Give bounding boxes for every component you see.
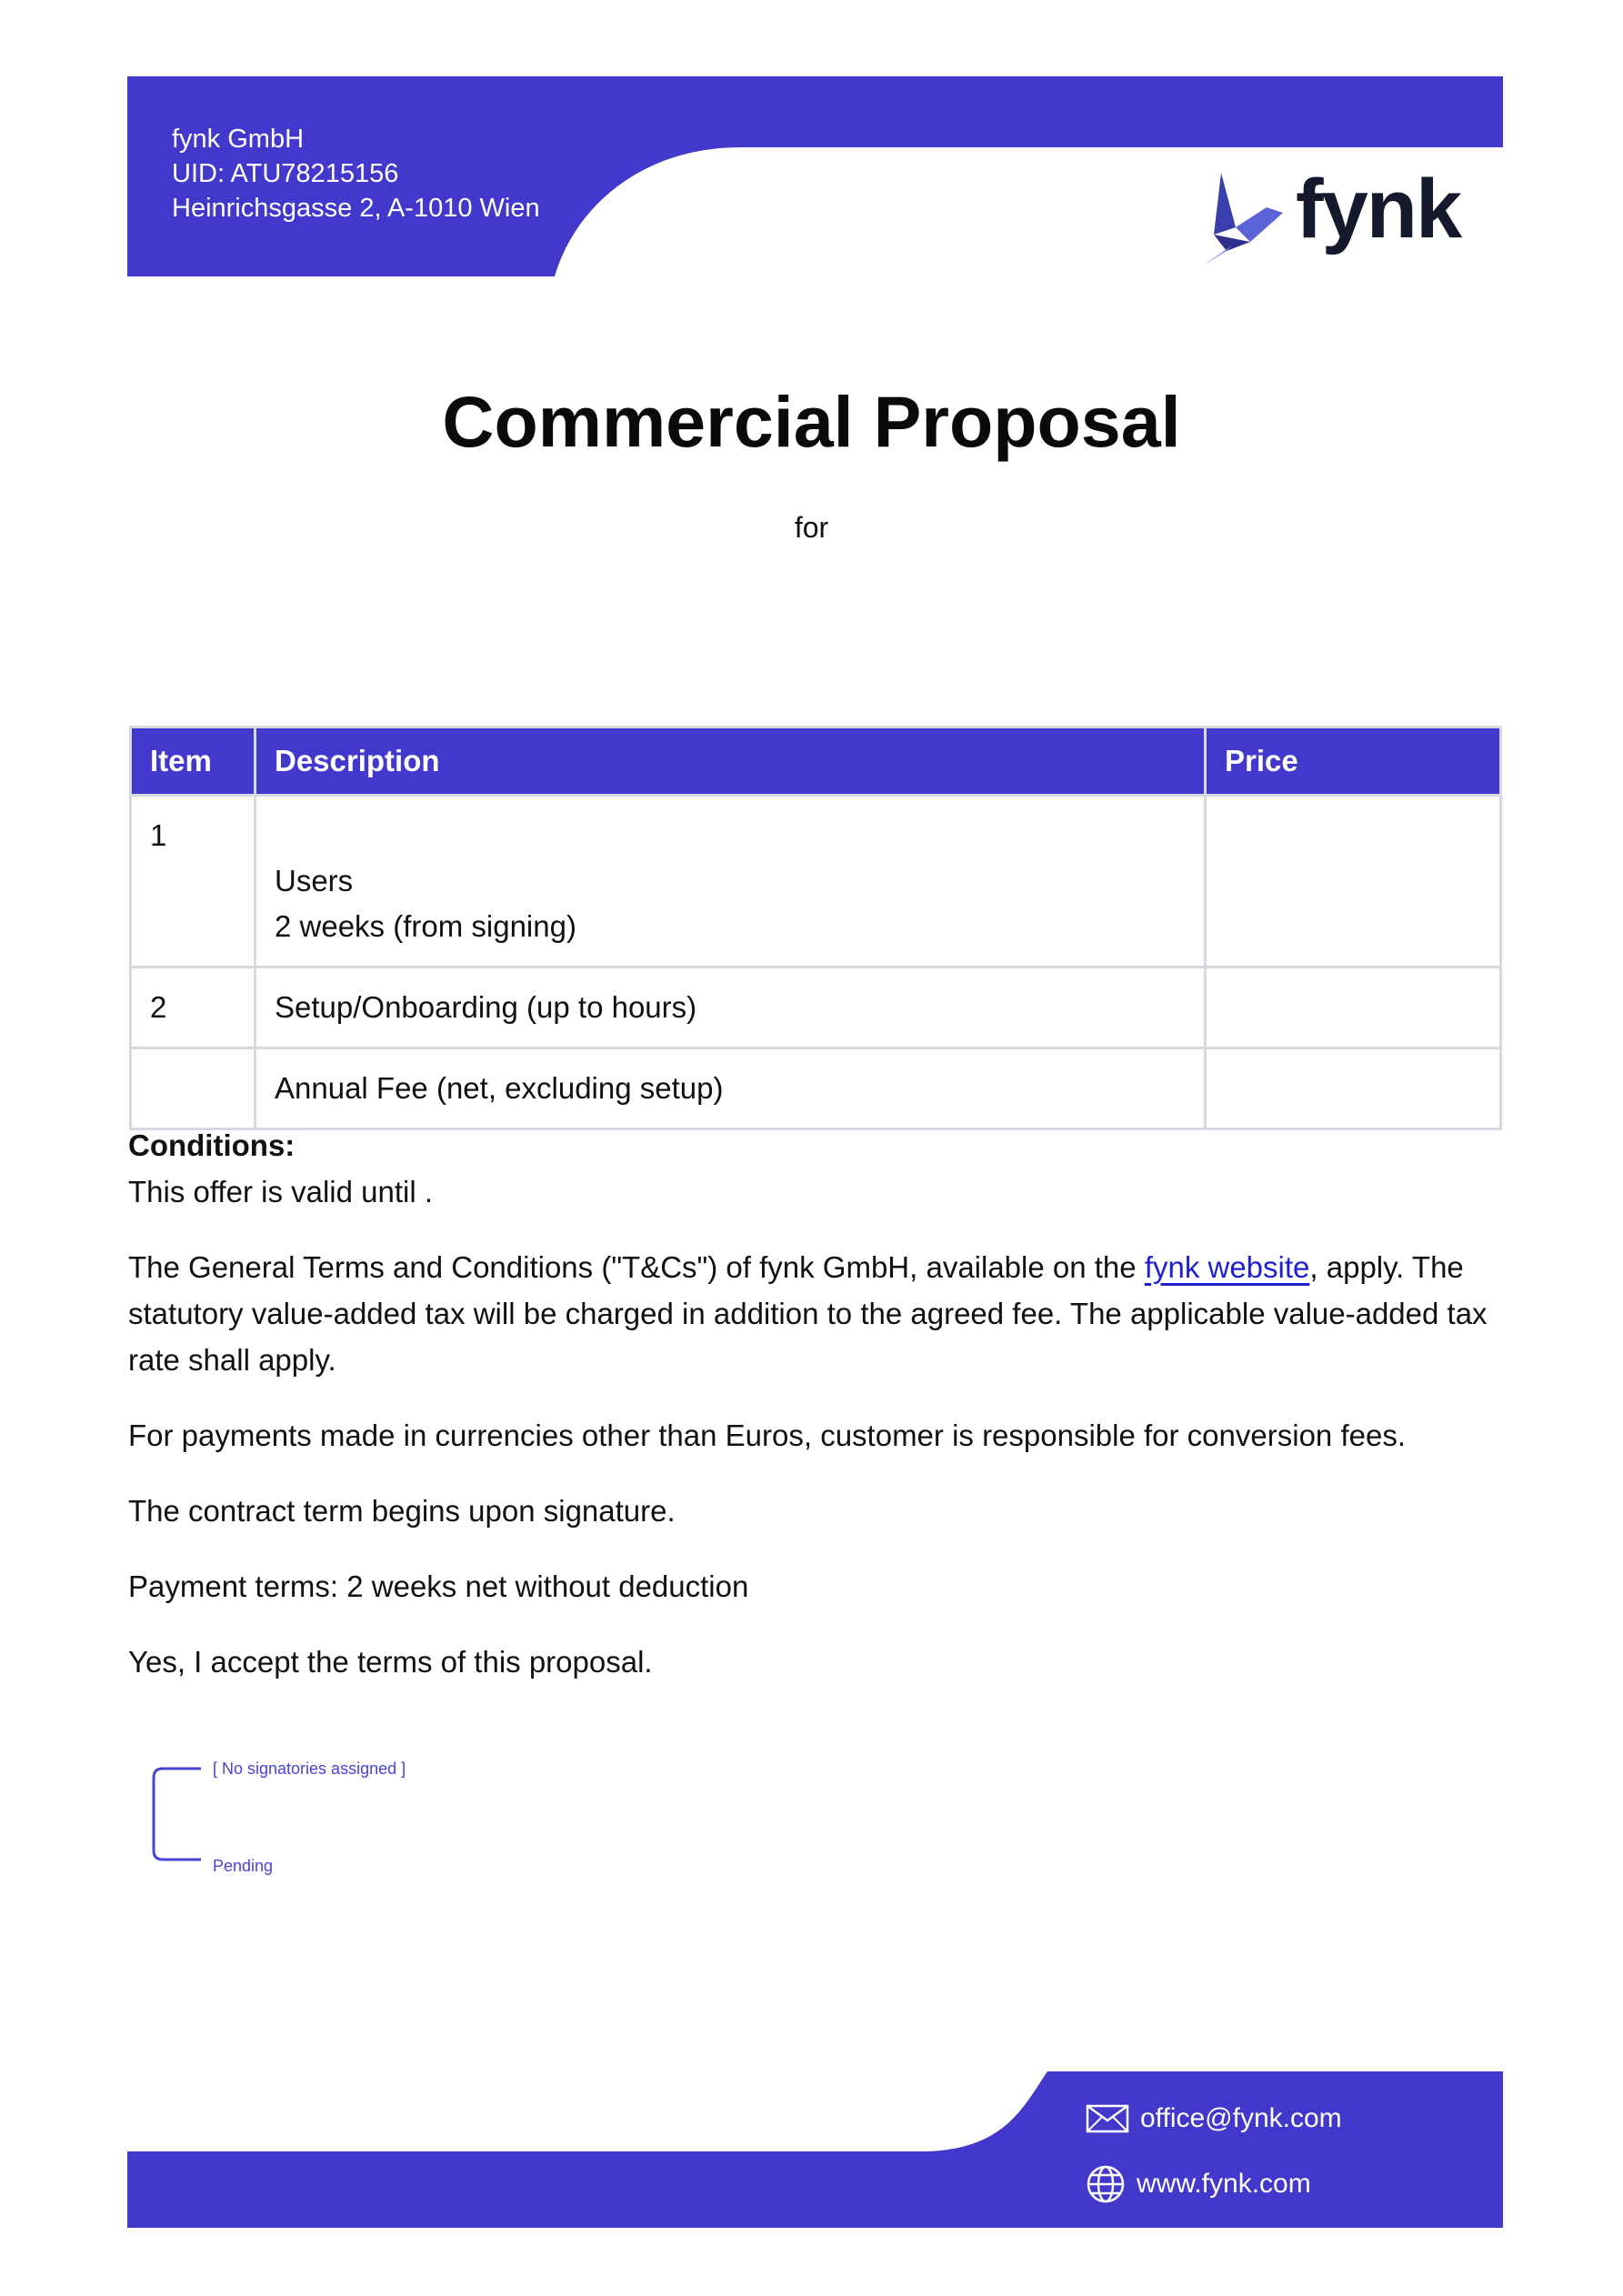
cell-description: Annual Fee (net, excluding setup) <box>255 1048 1206 1129</box>
footer-email-text: office@fynk.com <box>1140 2103 1342 2133</box>
payment-paragraph: Payment terms: 2 weeks net without deduction <box>128 1569 749 1603</box>
table-row <box>131 796 1501 968</box>
signatories-label: [ No signatories assigned ] <box>213 1760 406 1778</box>
fynk-bird-icon <box>1196 171 1296 271</box>
cell-price <box>1206 968 1501 1048</box>
cell-item <box>131 1048 255 1129</box>
company-info <box>172 122 540 226</box>
description-line <box>275 813 1186 858</box>
footer-website-text: www.fynk.com <box>1137 2169 1311 2199</box>
header-price: Price <box>1206 727 1501 796</box>
signature-status: Pending <box>213 1857 274 1875</box>
conditions-heading: Conditions: <box>128 1128 296 1162</box>
company-address: Heinrichsgasse 2, A-1010 Wien <box>172 194 540 223</box>
cell-item: 2 <box>131 968 255 1048</box>
cell-item: 1 <box>131 796 255 968</box>
logo-wordmark: fynk <box>1296 163 1461 256</box>
footer-website[interactable] <box>1086 2164 1311 2204</box>
term-paragraph: The contract term begins upon signature. <box>128 1494 676 1528</box>
table-header-row <box>131 727 1501 796</box>
signature-block[interactable] <box>150 1760 514 1875</box>
footer-banner <box>127 2071 1503 2228</box>
description-line: 2 weeks (from signing) <box>275 909 576 943</box>
header-item: Item <box>131 727 255 796</box>
table-row <box>131 968 1501 1048</box>
tcs-paragraph <box>128 1244 1501 1383</box>
company-name: fynk GmbH <box>172 125 305 154</box>
cell-price <box>1206 796 1501 968</box>
globe-icon <box>1086 2164 1126 2204</box>
cell-description <box>255 796 1206 968</box>
company-uid: UID: ATU78215156 <box>172 159 399 188</box>
header-description: Description <box>255 727 1206 796</box>
currency-paragraph: For payments made in currencies other than Euros, customer is responsible for conversion fees. <box>128 1419 1406 1452</box>
description-line: Users <box>275 864 354 897</box>
footer-email[interactable] <box>1086 2103 1342 2134</box>
fynk-website-link[interactable]: fynk website <box>1144 1250 1310 1284</box>
fynk-logo <box>1196 163 1461 269</box>
tcs-text-after: , apply. The statutory value-added tax will be charged in addition to the agreed fee. The applicable value-added tax rate shall apply. <box>128 1250 1488 1377</box>
conditions-section <box>128 1122 1501 1685</box>
valid-until-text: This offer is valid until . <box>128 1175 434 1208</box>
cell-description: Setup/Onboarding (up to hours) <box>255 968 1206 1048</box>
tcs-text-before: The General Terms and Conditions ("T&Cs") of fynk GmbH, available on the <box>128 1250 1145 1284</box>
table-row <box>131 1048 1501 1129</box>
accept-paragraph: Yes, I accept the terms of this proposal. <box>128 1645 653 1679</box>
signature-bracket <box>150 1760 205 1869</box>
cell-price <box>1206 1048 1501 1129</box>
mail-icon <box>1086 2104 1129 2133</box>
pricing-table <box>129 726 1502 1130</box>
page-title: Commercial Proposal <box>442 381 1181 462</box>
page-subtitle: for <box>794 511 829 544</box>
